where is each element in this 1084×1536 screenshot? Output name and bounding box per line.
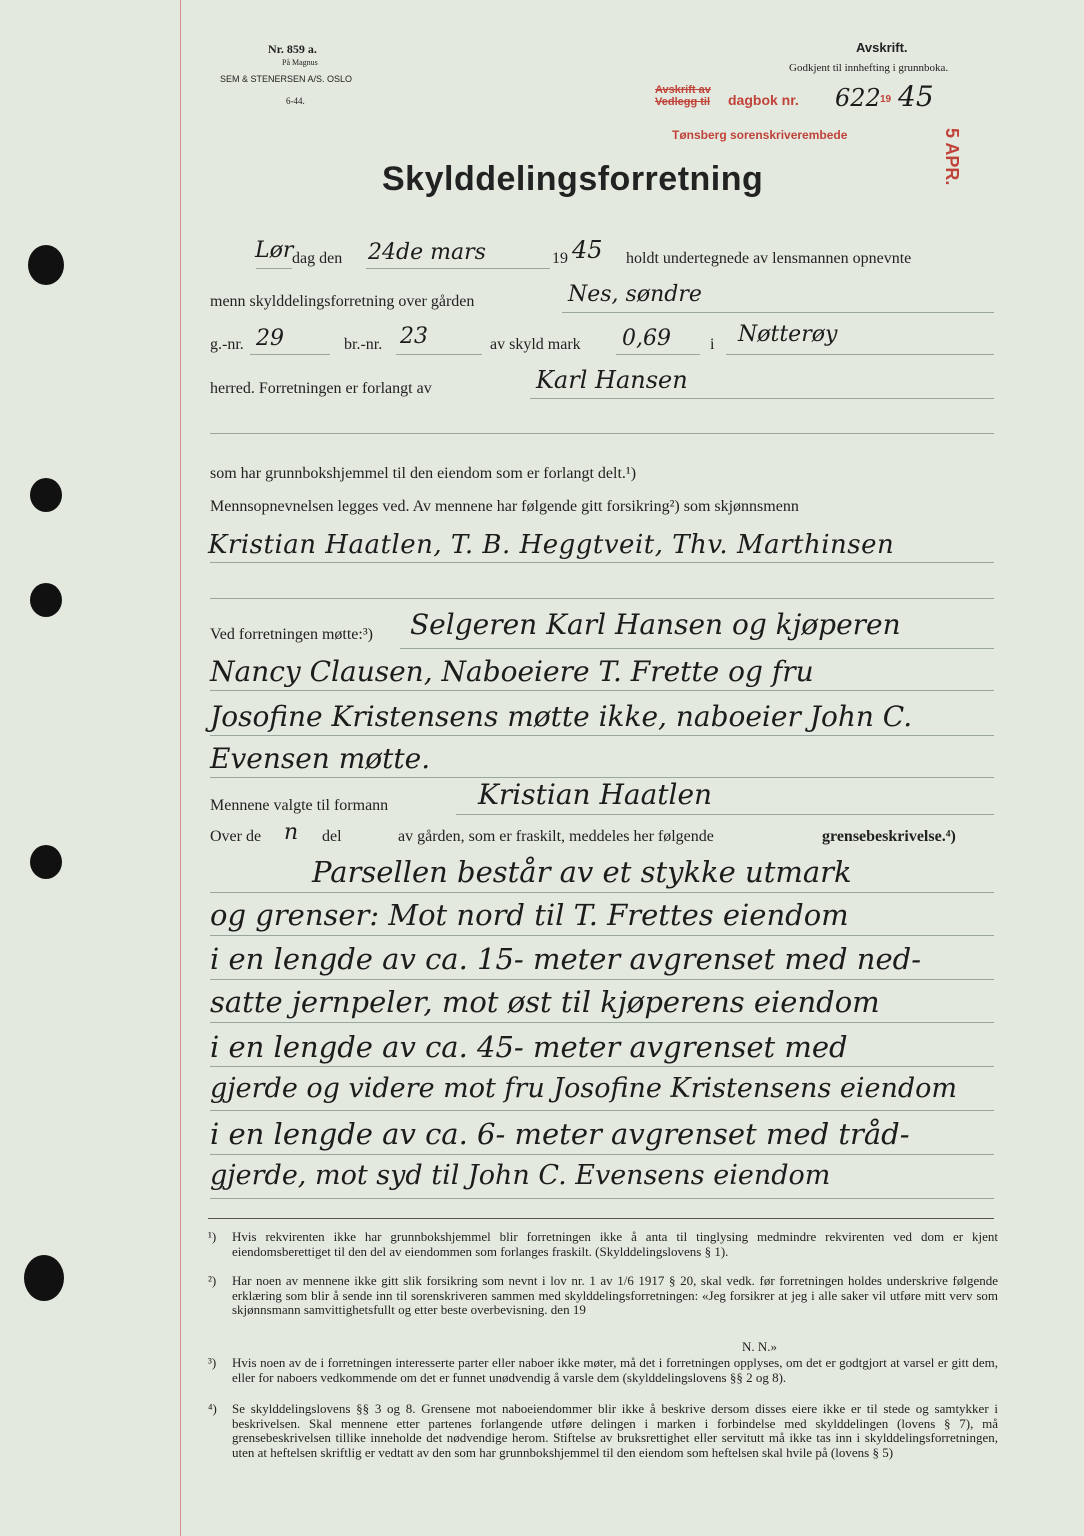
fill-line (456, 814, 994, 815)
description-line: i en lengde av ca. 15- meter avgrenset med ned- (210, 942, 922, 976)
mennsopnevnelse-text: Mennsopnevnelsen legges ved. Av mennene har følgende gitt forsikring²) som skjønnsmenn (210, 498, 799, 515)
fill-line (256, 268, 292, 269)
fill-line (210, 1022, 994, 1023)
day-name: Lør (255, 238, 294, 263)
publisher-line: 6-44. (286, 96, 305, 106)
footnote-number: ³) (208, 1355, 217, 1370)
punch-hole (30, 845, 62, 879)
footnote-text: Se skylddelingslovens §§ 3 og 8. Grensene mot naboeiendommer blir ikke å beskrive dersom disses eiere ikke er til stede og samtykker i beskrivelsen. Skal mennene etter partenes forlangende utføre delingen i marken i forbindelse med skylddelingen (lovens § 7), må grensebeskrivelsen tillike inneholde det nødvendige herom. Stiftelse av bruksrettighet eller servitutt må ikke tas inn i skylddelingsforretningen, uten at heftelsen skriftlig er vedtatt av den som har grunnbokshjemmel til den eiendom som heftelsen skal hvile på (lovens § 5) (232, 1401, 998, 1460)
stamp-line: Avskrift av (655, 84, 711, 96)
fill-line (250, 354, 330, 355)
year-prefix: 19 (880, 94, 892, 105)
form-number: Nr. 859 a. (268, 42, 317, 56)
godkjent-label: Godkjent til innhefting i grunnboka. (789, 62, 949, 74)
date-value: 24de mars (368, 240, 486, 265)
footnote-separator (208, 1218, 994, 1219)
fill-line (396, 354, 482, 355)
fill-line (210, 1110, 994, 1111)
fill-line (210, 1198, 994, 1199)
mote-line: Josofine Kristensens møtte ikke, naboeier John C. (210, 700, 913, 733)
punch-hole (30, 478, 62, 512)
dagbok-label: dagbok nr. (728, 92, 799, 108)
publisher-line: På Magnus (282, 58, 318, 67)
footnote-number: ⁴) (208, 1401, 217, 1416)
punch-hole (24, 1255, 64, 1301)
skyld-label: av skyld mark (490, 336, 581, 353)
description-line: gjerde og videre mot fru Josofine Kristensens eiendom (210, 1073, 958, 1104)
description-line: i en lengde av ca. 45- meter avgrenset med (210, 1030, 848, 1064)
punch-hole (28, 245, 64, 285)
punch-hole (30, 583, 62, 617)
appraisers: Kristian Haatlen, T. B. Heggtveit, Thv. Marthinsen (208, 530, 895, 560)
footnote-text: Har noen av mennene ikke gitt slik forsikring som nevnt i lov nr. 1 av 1/6 1917 § 20, skal vedk. før forretningen holdes underskrive følgende erklæring som blir å sende inn til sorenskriveren sammen med skylddelingsforretningen: «Jeg forsikrer at jeg i alle saker vil utføre mitt verv som skjønnsmann samvittighetsfullt og etter beste overbevisning. den 19 (232, 1273, 998, 1318)
holdt-text: holdt undertegnede av lensmannen opnevnte (626, 250, 912, 267)
description-line: satte jernpeler, mot øst til kjøperens eiendom (210, 985, 880, 1019)
over-de-label: Over de (210, 828, 262, 845)
footnote-text: N. N.» (742, 1339, 778, 1354)
fill-line (616, 354, 700, 355)
description-line: Parsellen består av et stykke utmark (312, 855, 852, 889)
mote-line: Evensen møtte. (210, 742, 431, 775)
grunnbok-text: som har grunnbokshjemmel til den eiendom som er forlangt delt.¹) (210, 465, 637, 482)
fill-line (400, 648, 994, 649)
fill-line (210, 1154, 994, 1155)
fill-line (210, 562, 994, 563)
description-line: gjerde, mot syd til John C. Evensens eiendom (210, 1160, 831, 1191)
dagbok-number: 622 (835, 84, 881, 112)
menn-text: menn skylddelingsforretning over gården (210, 293, 475, 310)
gnr-value: 29 (256, 326, 284, 351)
fill-line (210, 1066, 994, 1067)
fill-line (210, 598, 994, 599)
footnote-number: ¹) (208, 1229, 217, 1244)
page-title: Skylddelingsforretning (382, 160, 764, 198)
i-label: i (710, 336, 715, 353)
fill-line (530, 398, 994, 399)
description-line: i en lengde av ca. 6- meter avgrenset med tråd- (210, 1117, 910, 1151)
footnote-number: ²) (208, 1273, 217, 1288)
office-name: Tønsberg sorenskriverembede (672, 128, 848, 142)
mote-line: Selgeren Karl Hansen og kjøperen (410, 608, 901, 641)
brnr-label: br.-nr. (344, 336, 383, 353)
fill-line (210, 935, 994, 936)
requester-name: Karl Hansen (536, 366, 688, 394)
fill-line (210, 979, 994, 980)
fill-line (366, 268, 550, 269)
mote-label: Ved forretningen møtte:³) (210, 626, 373, 643)
footnote-signature (742, 1340, 802, 1355)
grense-label: grensebeskrivelse.⁴) (822, 828, 956, 845)
stamp-line: Vedlegg til (655, 96, 711, 108)
dagbok-year: 45 (898, 80, 934, 113)
mote-line: Nancy Clausen, Naboeiere T. Frette og fru (210, 655, 814, 688)
margin-line (180, 0, 181, 1536)
publisher-line: SEM & STENERSEN A/S. OSLO (220, 74, 353, 84)
registration-stamp (655, 84, 711, 108)
formann-name: Kristian Haatlen (478, 778, 713, 811)
fill-line (210, 735, 994, 736)
over-de-value: n (284, 820, 299, 845)
year-prefix-label: 19 (552, 250, 568, 267)
date-stamp: 5 APR. (942, 128, 962, 186)
fill-line (562, 312, 994, 313)
footnote (208, 1230, 998, 1274)
brnr-value: 23 (400, 324, 428, 349)
footnote (208, 1274, 998, 1334)
gnr-label: g.-nr. (210, 336, 244, 353)
del-label: del (322, 828, 342, 845)
herred-text: herred. Forretningen er forlangt av (210, 380, 432, 397)
footnote (208, 1402, 998, 1484)
footnote-text: Hvis rekvirenten ikke har grunnbokshjemmel blir forretningen ikke å anta til tinglysing medmindre rekvirenten ved dom er kjent eiendomsberettiget til den del av eiendommen som forlanges fraskilt. (Skylddelingslovens § 1). (232, 1229, 998, 1259)
municipality: Nøtterøy (738, 322, 838, 347)
skyld-value: 0,69 (622, 326, 671, 351)
year-value: 45 (572, 236, 603, 264)
fill-line (210, 433, 994, 434)
formann-label: Mennene valgte til formann (210, 797, 389, 814)
farm-name: Nes, søndre (568, 282, 702, 307)
avskrift-label: Avskrift. (856, 40, 908, 55)
footnote (208, 1356, 998, 1402)
fraskilt-text: av gården, som er fraskilt, meddeles her følgende (398, 828, 714, 845)
fill-line (210, 892, 994, 893)
description-line: og grenser: Mot nord til T. Frettes eiendom (210, 898, 849, 932)
fill-line (210, 690, 994, 691)
dag-den-label: dag den (292, 250, 343, 267)
fill-line (726, 354, 994, 355)
footnote-text: Hvis noen av de i forretningen interesserte parter eller naboer ikke møter, må det i forretningen opplyses, om det er godtgjort at varsel er gitt dem, eller for naboers vedkommende om det er funnet unødvendig å varsle dem (skylddelingslovens §§ 2 og 8). (232, 1355, 998, 1385)
